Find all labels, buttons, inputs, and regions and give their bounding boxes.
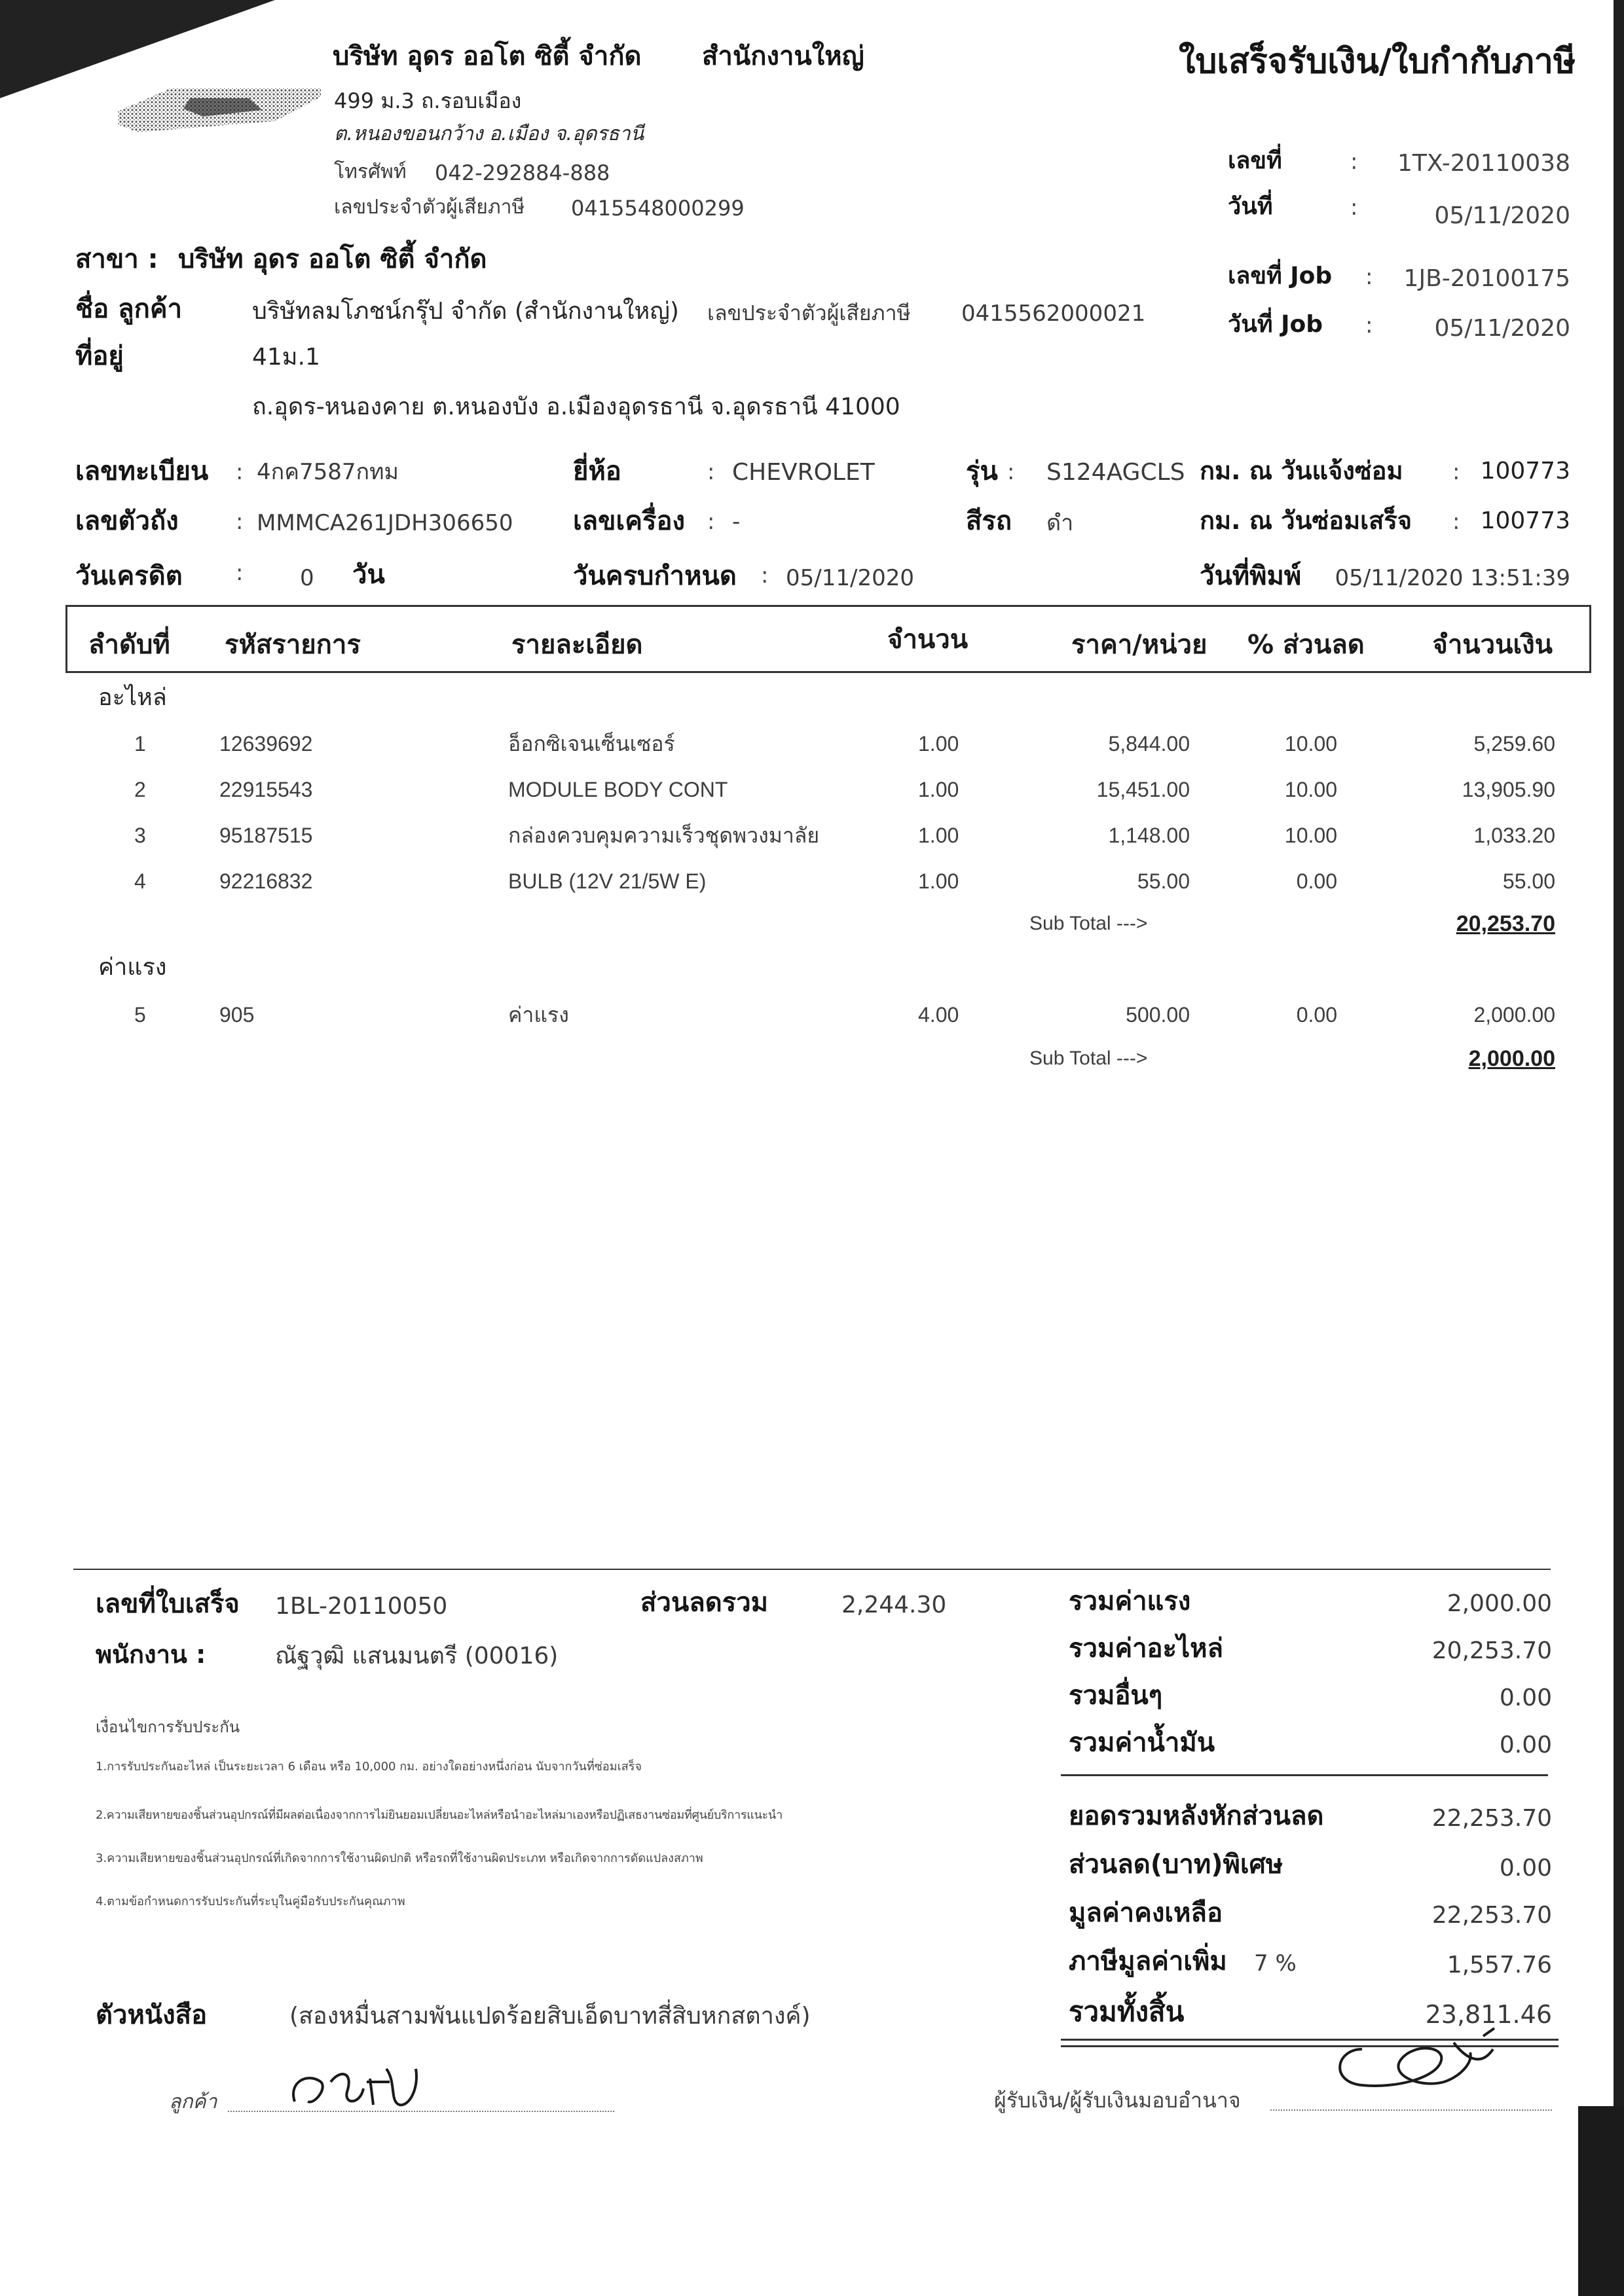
km-out: 100773 bbox=[1480, 507, 1570, 534]
row-code: 905 bbox=[219, 1003, 255, 1027]
credit-days: 0 bbox=[300, 565, 314, 591]
brand-label: ยี่ห้อ bbox=[573, 456, 621, 486]
print-datetime: 05/11/2020 13:51:39 bbox=[1335, 565, 1570, 591]
row-discount: 10.00 bbox=[1284, 824, 1337, 847]
staff-name: ณัฐวุฒิ แสนมนตรี (00016) bbox=[275, 1643, 559, 1669]
row-no: 2 bbox=[134, 778, 146, 801]
row-price: 15,451.00 bbox=[1096, 778, 1190, 801]
table-row bbox=[0, 825, 1624, 858]
row-discount: 0.00 bbox=[1296, 869, 1337, 893]
colon: : bbox=[1007, 459, 1015, 485]
company-address-line2: ต.หนองขอนกว้าง อ.เมือง จ.อุดรธานี bbox=[334, 122, 644, 145]
doc-no: 1TX-20110038 bbox=[1397, 150, 1570, 177]
receiver-sign-label: ผู้รับเงิน/ผู้รับเงินมอบอำนาจ bbox=[994, 2088, 1241, 2113]
colon: : bbox=[236, 459, 244, 485]
row-desc: BULB (12V 21/5W E) bbox=[508, 869, 707, 893]
receipt-no-label: เลขที่ใบเสร็จ bbox=[96, 1589, 240, 1619]
vat-label: ภาษีมูลค่าเพิ่ม bbox=[1069, 1946, 1227, 1977]
receiver-sign-line bbox=[1270, 2109, 1552, 2111]
table-row bbox=[0, 733, 1624, 766]
job-no-label: เลขที่ Job bbox=[1228, 263, 1333, 289]
row-qty: 4.00 bbox=[918, 1003, 959, 1027]
document-title: ใบเสร็จรับเงิน/ใบกำกับภาษี bbox=[1179, 42, 1576, 81]
row-desc: MODULE BODY CONT bbox=[508, 778, 728, 801]
due-date-label: วันครบกำหนด bbox=[573, 561, 737, 591]
colon: : bbox=[236, 560, 244, 586]
customer-address-line1: 41ม.1 bbox=[252, 344, 320, 371]
job-date: 05/11/2020 bbox=[1434, 315, 1570, 342]
warranty-item: 3.ความเสียหายของชิ้นส่วนอุปกรณ์ที่เกิดจากการใช้งานผิดปกติ หรือรถที่ใช้งานผิดประเภท หรือเกิดจากการดัดแปลงสภาพ bbox=[96, 1851, 703, 1865]
discount-total: 2,244.30 bbox=[841, 1592, 947, 1618]
col-discount: % ส่วนลด bbox=[1247, 630, 1365, 660]
scan-corner-shadow bbox=[0, 0, 275, 98]
row-price: 55.00 bbox=[1137, 869, 1190, 893]
row-discount: 0.00 bbox=[1296, 1003, 1337, 1027]
job-date-label: วันที่ Job bbox=[1228, 311, 1323, 338]
colon: : bbox=[1365, 312, 1373, 338]
scan-corner-shadow-bottom bbox=[1578, 2106, 1624, 2296]
warranty-item: 2.ความเสียหายของชิ้นส่วนอุปกรณ์ที่มีผลต่อเนื่องจากการไม่ยินยอมเปลี่ยนอะไหล่หรือนำอะไหล่มาเองหรือปฏิเสธงานซ่อมที่ศูนย์บริการแนะนำ bbox=[96, 1808, 783, 1822]
vat-rate: 7 % bbox=[1254, 1950, 1297, 1977]
company-name: บริษัท อุดร ออโต ซิตี้ จำกัด bbox=[333, 41, 642, 71]
net-after-discount-label: ยอดรวมหลังหักส่วนลด bbox=[1069, 1801, 1324, 1831]
total-parts: 20,253.70 bbox=[1431, 1637, 1552, 1664]
customer-name: บริษัทลมโภชน์กรุ๊ป จำกัด (สำนักงานใหญ่) bbox=[252, 298, 679, 325]
colon: : bbox=[707, 509, 715, 535]
row-no: 5 bbox=[134, 1003, 146, 1027]
customer-signature-icon bbox=[282, 2043, 452, 2115]
row-discount: 10.00 bbox=[1284, 732, 1337, 756]
total-oil: 0.00 bbox=[1499, 1732, 1552, 1758]
col-amount: จำนวนเงิน bbox=[1432, 630, 1553, 660]
warranty-item: 4.ตามข้อกำหนดการรับประกันที่ระบุในคู่มือรับประกันคุณภาพ bbox=[96, 1895, 405, 1908]
customer-address-line2: ถ.อุดร-หนองคาย ต.หนองบัง อ.เมืองอุดรธานี จ.อุดรธานี 41000 bbox=[252, 393, 900, 420]
total-other: 0.00 bbox=[1499, 1685, 1552, 1711]
customer-address-label: ที่อยู่ bbox=[75, 341, 124, 371]
print-date-label: วันที่พิมพ์ bbox=[1200, 561, 1302, 591]
footer-divider bbox=[73, 1569, 1551, 1570]
total-labor: 2,000.00 bbox=[1447, 1590, 1552, 1617]
colon: : bbox=[236, 509, 244, 535]
branch-name: บริษัท อุดร ออโต ซิตี้ จำกัด bbox=[178, 244, 487, 274]
doc-date: 05/11/2020 bbox=[1434, 202, 1570, 229]
row-code: 22915543 bbox=[219, 778, 313, 801]
plate-label: เลขทะเบียน bbox=[75, 456, 209, 486]
company-logo-icon bbox=[111, 85, 327, 136]
row-amount: 5,259.60 bbox=[1473, 732, 1555, 756]
company-taxid-label: เลขประจำตัวผู้เสียภาษี bbox=[334, 196, 525, 219]
row-code: 92216832 bbox=[219, 869, 313, 893]
discount-total-label: ส่วนลดรวม bbox=[640, 1588, 769, 1618]
doc-no-label: เลขที่ bbox=[1228, 147, 1282, 174]
km-out-label: กม. ณ วันซ่อมเสร็จ bbox=[1200, 506, 1412, 535]
parts-section-label: อะไหล่ bbox=[98, 684, 167, 711]
km-in: 100773 bbox=[1480, 458, 1570, 484]
row-amount: 13,905.90 bbox=[1462, 778, 1555, 801]
row-code: 95187515 bbox=[219, 824, 313, 847]
colon: : bbox=[1365, 264, 1373, 290]
receipt-no: 1BL-20110050 bbox=[275, 1593, 448, 1620]
colon: : bbox=[761, 562, 769, 589]
engine-label: เลขเครื่อง bbox=[573, 506, 685, 536]
model: S124AGCLS bbox=[1046, 459, 1185, 486]
row-amount: 1,033.20 bbox=[1473, 824, 1555, 847]
model-label: รุ่น bbox=[966, 456, 998, 486]
row-desc: กล่องควบคุมความเร็วชุดพวงมาลัย bbox=[508, 824, 820, 847]
colon: : bbox=[1350, 194, 1358, 221]
receiver-signature-icon bbox=[1323, 2023, 1519, 2108]
col-code: รหัสรายการ bbox=[225, 630, 361, 660]
net-after-discount: 22,253.70 bbox=[1431, 1805, 1552, 1832]
total-parts-label: รวมค่าอะไหล่ bbox=[1069, 1633, 1224, 1664]
row-qty: 1.00 bbox=[918, 732, 959, 756]
special-discount-label: ส่วนลด(บาท)พิเศษ bbox=[1069, 1850, 1283, 1880]
col-desc: รายละเอียด bbox=[511, 630, 643, 660]
col-no: ลำดับที่ bbox=[88, 630, 170, 660]
company-phone: 042-292884-888 bbox=[435, 160, 610, 185]
company-branch-type: สำนักงานใหญ่ bbox=[702, 41, 864, 71]
engine-no: - bbox=[732, 509, 741, 535]
row-amount: 55.00 bbox=[1502, 869, 1555, 893]
parts-subtotal-label: Sub Total ---> bbox=[1029, 913, 1148, 934]
total-labor-label: รวมค่าแรง bbox=[1069, 1586, 1191, 1616]
row-desc: ค่าแรง bbox=[508, 1003, 569, 1027]
company-address-line1: 499 ม.3 ถ.รอบเมือง bbox=[334, 88, 522, 113]
table-row bbox=[0, 779, 1624, 812]
labor-subtotal-label: Sub Total ---> bbox=[1029, 1048, 1148, 1069]
items-table-header bbox=[65, 605, 1591, 673]
colon: : bbox=[707, 459, 715, 485]
staff-label: พนักงาน : bbox=[96, 1640, 206, 1669]
row-no: 4 bbox=[134, 869, 146, 893]
customer-taxid: 0415562000021 bbox=[961, 301, 1146, 327]
customer-taxid-label: เลขประจำตัวผู้เสียภาษี bbox=[707, 301, 911, 325]
warranty-title: เงื่อนไขการรับประกัน bbox=[96, 1718, 240, 1736]
amount-in-words-label: ตัวหนังสือ bbox=[96, 2000, 208, 2030]
amount-in-words: (สองหมื่นสามพันแปดร้อยสิบเอ็ดบาทสี่สิบหกสตางค์) bbox=[289, 2003, 811, 2030]
row-amount: 2,000.00 bbox=[1473, 1003, 1555, 1027]
row-price: 5,844.00 bbox=[1108, 732, 1190, 756]
table-row bbox=[0, 1004, 1624, 1037]
grand-total-label: รวมทั้งสิ้น bbox=[1069, 1995, 1185, 2028]
totals-divider bbox=[1061, 1774, 1548, 1776]
total-oil-label: รวมค่าน้ำมัน bbox=[1069, 1728, 1215, 1758]
row-price: 1,148.00 bbox=[1108, 824, 1190, 847]
special-discount: 0.00 bbox=[1499, 1855, 1552, 1882]
scan-edge-shadow bbox=[1614, 0, 1624, 2296]
grand-total: 23,811.46 bbox=[1425, 2000, 1552, 2029]
credit-label: วันเครดิต bbox=[75, 561, 183, 591]
company-phone-label: โทรศัพท์ bbox=[334, 160, 407, 183]
job-no: 1JB-20100175 bbox=[1403, 265, 1570, 292]
colon: : bbox=[1452, 509, 1460, 535]
customer-name-label: ชื่อ ลูกค้า bbox=[75, 294, 183, 324]
due-date: 05/11/2020 bbox=[786, 565, 914, 591]
total-other-label: รวมอื่นๆ bbox=[1069, 1681, 1163, 1711]
table-row bbox=[0, 871, 1624, 903]
remaining-value-label: มูลค่าคงเหลือ bbox=[1069, 1898, 1223, 1928]
row-no: 3 bbox=[134, 824, 146, 847]
row-discount: 10.00 bbox=[1284, 778, 1337, 801]
warranty-item: 1.การรับประกันอะไหล่ เป็นระยะเวลา 6 เดือน หรือ 10,000 กม. อย่างใดอย่างหนึ่งก่อน นับจากวันที่ซ่อมเสร็จ bbox=[96, 1760, 642, 1774]
row-code: 12639692 bbox=[219, 732, 313, 756]
row-qty: 1.00 bbox=[918, 869, 959, 893]
row-price: 500.00 bbox=[1126, 1003, 1190, 1027]
colon: : bbox=[1350, 149, 1358, 175]
labor-subtotal: 2,000.00 bbox=[1468, 1046, 1555, 1071]
row-desc: อ็อกซิเจนเซ็นเซอร์ bbox=[508, 732, 675, 756]
company-taxid: 0415548000299 bbox=[571, 196, 745, 221]
color-label: สีรถ bbox=[966, 506, 1012, 536]
brand: CHEVROLET bbox=[732, 459, 875, 486]
row-qty: 1.00 bbox=[918, 824, 959, 847]
col-price: ราคา/หน่วย bbox=[1071, 630, 1208, 660]
plate-no: 4กค7587กทม bbox=[257, 459, 399, 485]
credit-unit: วัน bbox=[352, 560, 385, 590]
row-no: 1 bbox=[134, 732, 146, 756]
chassis-no: MMMCA261JDH306650 bbox=[257, 510, 513, 536]
row-qty: 1.00 bbox=[918, 778, 959, 801]
doc-date-label: วันที่ bbox=[1228, 193, 1273, 220]
colon: : bbox=[1452, 459, 1460, 485]
branch-label: สาขา : bbox=[75, 244, 158, 274]
vat-amount: 1,557.76 bbox=[1447, 1952, 1552, 1978]
remaining-value: 22,253.70 bbox=[1431, 1902, 1552, 1929]
parts-subtotal: 20,253.70 bbox=[1456, 911, 1555, 936]
km-in-label: กม. ณ วันแจ้งซ่อม bbox=[1200, 456, 1403, 485]
chassis-label: เลขตัวถัง bbox=[75, 506, 179, 536]
customer-sign-label: ลูกค้า bbox=[169, 2090, 217, 2113]
labor-section-label: ค่าแรง bbox=[98, 954, 167, 981]
car-color: ดำ bbox=[1046, 510, 1074, 536]
col-qty: จำนวน bbox=[887, 625, 969, 655]
